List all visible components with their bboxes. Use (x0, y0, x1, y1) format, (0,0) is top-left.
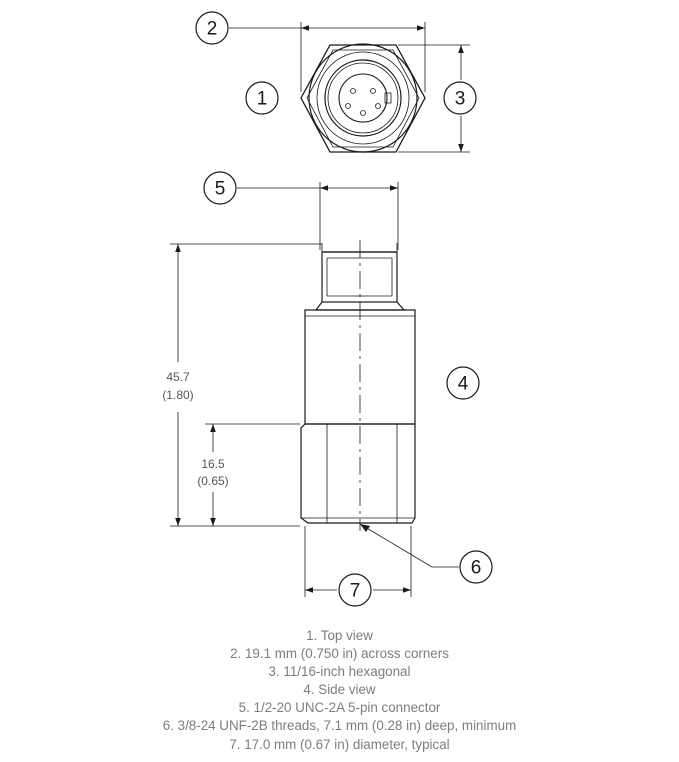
svg-text:5: 5 (214, 178, 226, 200)
dim-overall-mm: 45.7 (166, 370, 190, 384)
svg-text:7: 7 (349, 580, 361, 602)
dimension-overall-length (162, 244, 322, 526)
legend-item: 3. 11/16-inch hexagonal (268, 664, 411, 680)
callout-6 (460, 551, 492, 583)
pin-icon (346, 104, 351, 109)
svg-text:1: 1 (256, 88, 268, 110)
svg-text:6: 6 (470, 557, 482, 579)
legend-item: 6. 3/8-24 UNF-2B threads, 7.1 mm (0.28 in) deep, minimum (162, 718, 517, 734)
pin-icon (371, 89, 376, 94)
dim-overall-in: (1.80) (162, 388, 194, 402)
callout-3 (444, 82, 476, 114)
callout-4 (447, 367, 479, 399)
legend-item: 1. Top view (306, 628, 373, 643)
callout-5 (204, 172, 236, 204)
dim-hex-mm: 16.5 (201, 457, 225, 471)
dimension-hex-length (197, 424, 300, 526)
legend-item: 4. Side view (303, 682, 376, 698)
callout-7 (339, 574, 371, 606)
dim-hex-in: (0.65) (197, 474, 229, 488)
pin-icon (361, 111, 366, 116)
top-view (301, 44, 425, 152)
callout-2 (196, 12, 228, 44)
legend-item: 7. 17.0 mm (0.67 in) diameter, typical (229, 736, 450, 752)
svg-text:2: 2 (206, 18, 218, 40)
svg-text:4: 4 (457, 373, 469, 395)
legend (0, 627, 679, 754)
dimension-connector (237, 182, 398, 250)
pin-icon (376, 104, 381, 109)
pin-icon (351, 89, 356, 94)
legend-item: 2. 19.1 mm (0.750 in) across corners (230, 646, 449, 662)
legend-item: 5. 1/2-20 UNC-2A 5-pin connector (238, 700, 441, 716)
svg-text:3: 3 (454, 88, 466, 110)
leader-threads (360, 524, 459, 567)
side-view (301, 240, 415, 531)
callout-1 (246, 82, 278, 114)
